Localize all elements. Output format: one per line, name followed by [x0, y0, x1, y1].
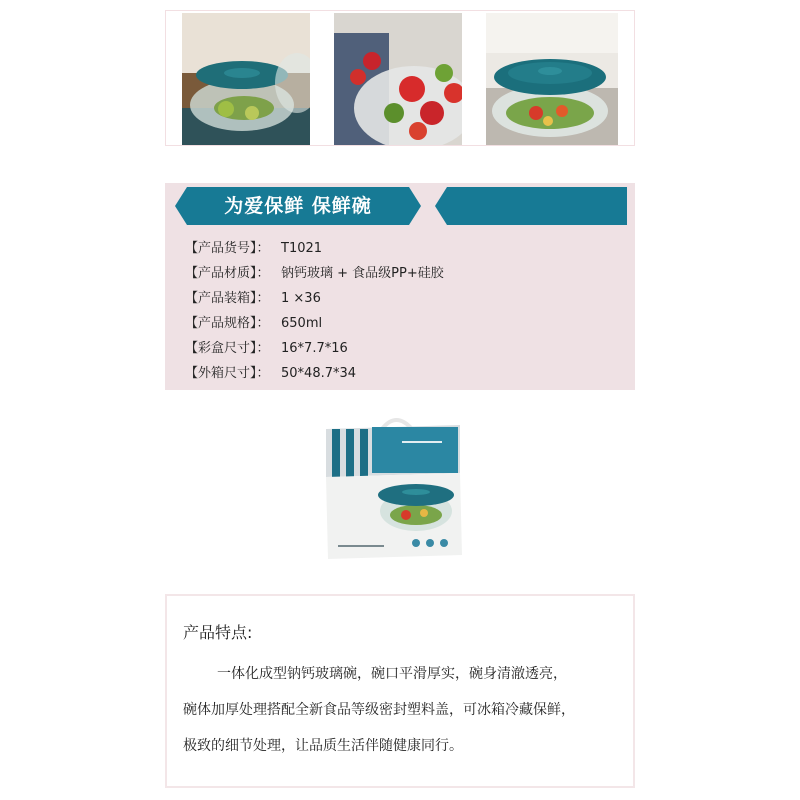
- spec-label: 【产品规格】：: [185, 316, 270, 331]
- spec-label: 【外箱尺寸】：: [185, 366, 270, 381]
- spec-panel: [165, 183, 635, 390]
- spec-row: [185, 361, 444, 386]
- glass-bowl-tomato-photo: [334, 13, 462, 145]
- spec-label: 【产品装箱】：: [185, 291, 270, 306]
- features-line: 碗体加厚处理搭配全新食品等级密封塑料盖，可冰箱冷藏保鲜，: [183, 702, 575, 718]
- spec-row: [185, 311, 444, 336]
- spec-label: 【彩盒尺寸】：: [185, 341, 270, 356]
- features-title: 产品特点:: [183, 623, 253, 642]
- spec-row: [185, 336, 444, 361]
- glass-bowl-salad-photo: [486, 13, 618, 145]
- spec-label: 【产品材质】：: [185, 266, 270, 281]
- spec-value: T1021: [281, 241, 323, 256]
- banner-title: 为爱保鲜 保鲜碗: [224, 195, 372, 217]
- features-line: 极致的细节处理，让品质生活伴随健康同行。: [183, 738, 463, 754]
- spec-value: 16*7.7*16: [281, 341, 348, 356]
- spec-value: 50*48.7*34: [281, 366, 357, 381]
- spec-value: 1 ×36: [281, 291, 321, 306]
- spec-row: [185, 286, 444, 311]
- photo-strip: [165, 10, 635, 146]
- gift-box-photo: [322, 415, 470, 565]
- spec-value: 650ml: [281, 316, 323, 331]
- features-card: [165, 594, 635, 788]
- spec-label: 【产品货号】：: [185, 241, 270, 256]
- features-body: [183, 656, 623, 764]
- spec-row: [185, 261, 444, 286]
- spec-value: 钠钙玻璃 + 食品级PP+硅胶: [281, 266, 444, 281]
- banner-shape-right: [435, 187, 627, 225]
- glass-bowl-kiwi-photo: [182, 13, 310, 145]
- spec-row: [185, 236, 444, 261]
- features-line: 一体化成型钠钙玻璃碗，碗口平滑厚实，碗身清澈透亮，: [217, 666, 567, 682]
- spec-list: [185, 236, 444, 386]
